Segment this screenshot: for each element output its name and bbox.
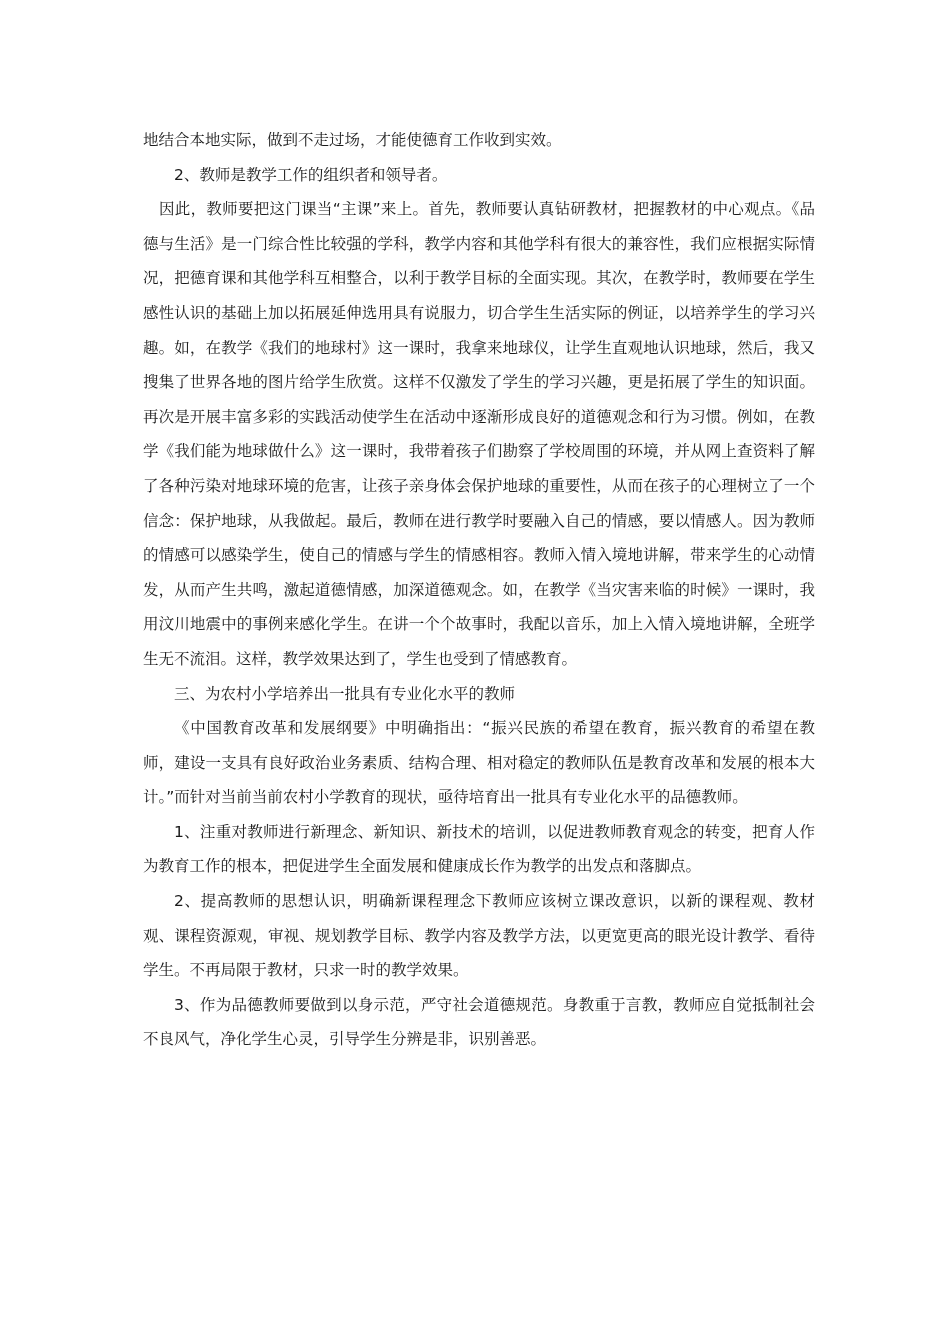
paragraph-teaching-methods: 因此，教师要把这门课当“主课”来上。首先，教师要认真钻研教材，把握教材的中心观点。《品德与生活》是一门综合性比较强的学科，教学内容和其他学科有很大的兼容性，我们应根据实际情况，把德育课和其他学科互相整合，以利于教学目标的全面实现。其次，在教学时，教师要在学生感性认识的基础上加以拓展延伸选用具有说服力，切合学生生活实际的例证，以培养学生的学习兴趣。如，在教学《我们的地球村》这一课时，我拿来地球仪，让学生直观地认识地球，然后，我又搜集了世界各地的图片给学生欣赏。这样不仅激发了学生的学习兴趣，更是拓展了学生的知识面。再次是开展丰富多彩的实践活动使学生在活动中逐渐形成良好的道德观念和行为习惯。例如，在教学《我们能为地球做什么》这一课时，我带着孩子们勘察了学校周围的环境，并从网上查资料了解了各种污染对地球环境的危害，让孩子亲身体会保护地球的重要性，从而在孩子的心理树立了一个信念：保护地球，从我做起。最后，教师在进行教学时要融入自己的情感，要以情感人。因为教师的情感可以感染学生，使自己的情感与学生的情感相容。教师入情入境地讲解，带来学生的心动情发，从而产生共鸣，激起道德情感，加深道德观念。如，在教学《当灾害来临的时候》一课时，我用汶川地震中的事例来感化学生。在讲一个个故事时，我配以音乐，加上入情入境地讲解，全班学生无不流泪。这样，教学效果达到了，学生也受到了情感教育。: [143, 200, 815, 668]
paragraph-point-3: 3、作为品德教师要做到以身示范，严守社会道德规范。身教重于言教，教师应自觉抵制社会不良风气，净化学生心灵，引导学生分辨是非，识别善恶。: [143, 995, 815, 1049]
section-heading-three: 三、为农村小学培养出一批具有专业化水平的教师: [174, 684, 516, 703]
paragraph-point-1: 1、注重对教师进行新理念、新知识、新技术的培训，以促进教师教育观念的转变，把育人作为教育工作的根本，把促进学生全面发展和健康成长作为教学的出发点和落脚点。: [143, 822, 815, 876]
paragraph-point-2-heading: 2、教师是教学工作的组织者和领导者。: [174, 165, 448, 184]
paragraph-education-outline: 《中国教育改革和发展纲要》中明确指出：“振兴民族的希望在教育，振兴教育的希望在教师，建设一支具有良好政治业务素质、结构合理、相对稳定的教师队伍是教育改革和发展的根本大计。”而针对当前当前农村小学教育的现状，亟待培育出一批具有专业化水平的品德教师。: [143, 719, 815, 807]
paragraph-point-2: 2、提高教师的思想认识，明确新课程理念下教师应该树立课改意识，以新的课程观、教材观、课程资源观，审视、规划教学目标、教学内容及教学方法，以更宽更高的眼光设计教学、看待学生。不再局限于教材，只求一时的教学效果。: [143, 892, 815, 980]
paragraph-continuation: 地结合本地实际，做到不走过场，才能使德育工作收到实效。: [143, 131, 562, 149]
document-body: [143, 123, 815, 1057]
